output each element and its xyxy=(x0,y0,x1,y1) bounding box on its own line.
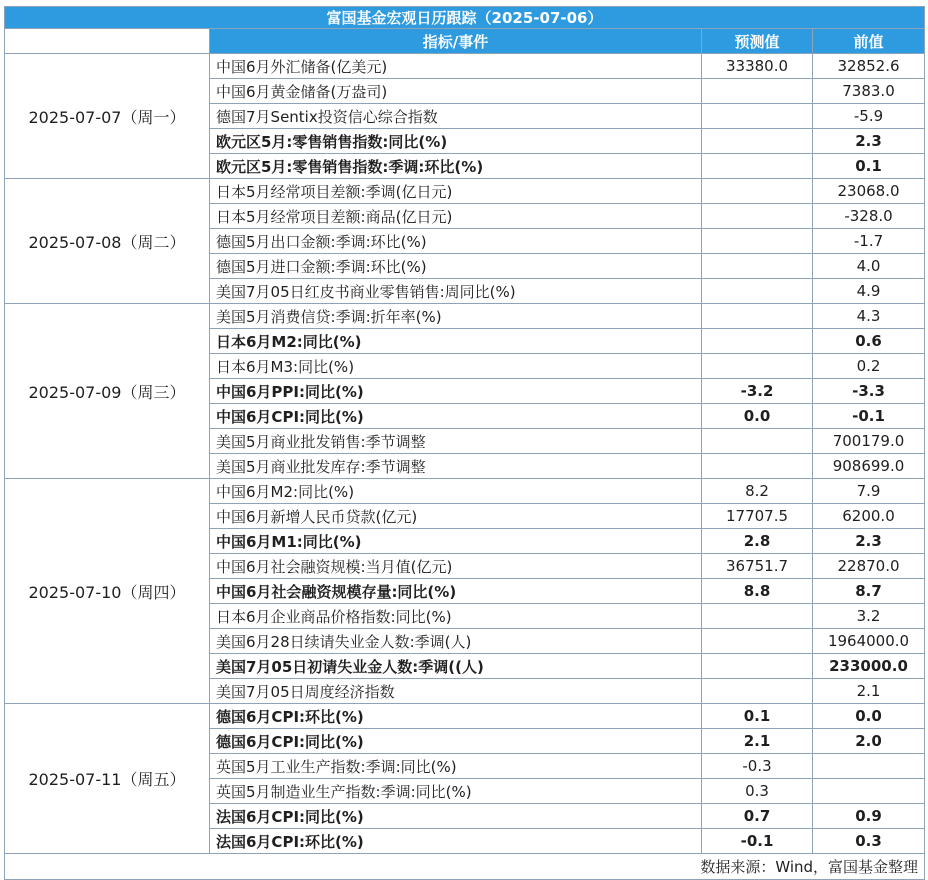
table-title: 富国基金宏观日历跟踪（2025-07-06） xyxy=(5,7,925,29)
data-source-note: 数据来源：Wind，富国基金整理 xyxy=(5,854,925,880)
header-event: 指标/事件 xyxy=(210,29,702,54)
source-row xyxy=(5,854,925,880)
event-cell: 英国5月制造业生产指数:季调:同比(%) xyxy=(210,779,702,804)
event-cell: 中国6月社会融资规模存量:同比(%) xyxy=(210,579,702,604)
forecast-cell xyxy=(702,604,813,629)
forecast-cell: -3.2 xyxy=(702,379,813,404)
title-row xyxy=(5,7,925,29)
previous-cell: 32852.6 xyxy=(813,54,925,79)
event-cell: 日本6月M3:同比(%) xyxy=(210,354,702,379)
date-cell: 2025-07-09（周三） xyxy=(5,304,210,479)
macro-calendar-table xyxy=(4,6,925,880)
event-cell: 日本5月经常项目差额:季调(亿日元) xyxy=(210,179,702,204)
event-cell: 美国7月05日红皮书商业零售销售:周同比(%) xyxy=(210,279,702,304)
previous-cell: -0.1 xyxy=(813,404,925,429)
event-cell: 欧元区5月:零售销售指数:同比(%) xyxy=(210,129,702,154)
previous-cell xyxy=(813,754,925,779)
previous-cell: 0.3 xyxy=(813,829,925,854)
forecast-cell: 0.3 xyxy=(702,779,813,804)
table-row xyxy=(5,179,925,204)
event-cell: 德国7月Sentix投资信心综合指数 xyxy=(210,104,702,129)
date-cell: 2025-07-10（周四） xyxy=(5,479,210,704)
previous-cell: 2.0 xyxy=(813,729,925,754)
previous-cell: 0.0 xyxy=(813,704,925,729)
forecast-cell: 2.1 xyxy=(702,729,813,754)
date-cell: 2025-07-08（周二） xyxy=(5,179,210,304)
previous-cell: 0.2 xyxy=(813,354,925,379)
forecast-cell: 36751.7 xyxy=(702,554,813,579)
event-cell: 法国6月CPI:同比(%) xyxy=(210,804,702,829)
event-cell: 中国6月CPI:同比(%) xyxy=(210,404,702,429)
table-row xyxy=(5,479,925,504)
forecast-cell: -0.3 xyxy=(702,754,813,779)
forecast-cell xyxy=(702,329,813,354)
event-cell: 法国6月CPI:环比(%) xyxy=(210,829,702,854)
event-cell: 英国5月工业生产指数:季调:同比(%) xyxy=(210,754,702,779)
previous-cell: 0.6 xyxy=(813,329,925,354)
forecast-cell xyxy=(702,104,813,129)
previous-cell: -328.0 xyxy=(813,204,925,229)
header-row xyxy=(5,29,925,54)
forecast-cell: 0.7 xyxy=(702,804,813,829)
previous-cell: 8.7 xyxy=(813,579,925,604)
event-cell: 美国7月05日周度经济指数 xyxy=(210,679,702,704)
forecast-cell: 33380.0 xyxy=(702,54,813,79)
previous-cell: 700179.0 xyxy=(813,429,925,454)
previous-cell: 1964000.0 xyxy=(813,629,925,654)
date-cell: 2025-07-07（周一） xyxy=(5,54,210,179)
forecast-cell: 8.2 xyxy=(702,479,813,504)
event-cell: 中国6月PPI:同比(%) xyxy=(210,379,702,404)
previous-cell: 4.3 xyxy=(813,304,925,329)
event-cell: 美国7月05日初请失业金人数:季调((人) xyxy=(210,654,702,679)
event-cell: 日本6月M2:同比(%) xyxy=(210,329,702,354)
forecast-cell xyxy=(702,204,813,229)
event-cell: 德国5月出口金额:季调:环比(%) xyxy=(210,229,702,254)
event-cell: 中国6月黄金储备(万盎司) xyxy=(210,79,702,104)
forecast-cell xyxy=(702,254,813,279)
previous-cell: -3.3 xyxy=(813,379,925,404)
header-date-empty xyxy=(5,29,210,54)
event-cell: 中国6月M2:同比(%) xyxy=(210,479,702,504)
event-cell: 中国6月M1:同比(%) xyxy=(210,529,702,554)
forecast-cell xyxy=(702,179,813,204)
forecast-cell xyxy=(702,154,813,179)
previous-cell: 7383.0 xyxy=(813,79,925,104)
forecast-cell xyxy=(702,79,813,104)
event-cell: 中国6月新增人民币贷款(亿元) xyxy=(210,504,702,529)
event-cell: 日本6月企业商品价格指数:同比(%) xyxy=(210,604,702,629)
previous-cell: 2.3 xyxy=(813,129,925,154)
calendar-container xyxy=(4,6,924,880)
previous-cell: -5.9 xyxy=(813,104,925,129)
forecast-cell: 0.1 xyxy=(702,704,813,729)
forecast-cell xyxy=(702,304,813,329)
event-cell: 德国6月CPI:环比(%) xyxy=(210,704,702,729)
forecast-cell xyxy=(702,629,813,654)
previous-cell: 22870.0 xyxy=(813,554,925,579)
previous-cell: 0.1 xyxy=(813,154,925,179)
forecast-cell xyxy=(702,429,813,454)
previous-cell: 23068.0 xyxy=(813,179,925,204)
header-forecast: 预测值 xyxy=(702,29,813,54)
previous-cell: 3.2 xyxy=(813,604,925,629)
forecast-cell xyxy=(702,679,813,704)
forecast-cell: 8.8 xyxy=(702,579,813,604)
table-row xyxy=(5,704,925,729)
previous-cell: 7.9 xyxy=(813,479,925,504)
table-row xyxy=(5,54,925,79)
header-previous: 前值 xyxy=(813,29,925,54)
date-cell: 2025-07-11（周五） xyxy=(5,704,210,854)
previous-cell: 4.9 xyxy=(813,279,925,304)
previous-cell: 2.3 xyxy=(813,529,925,554)
forecast-cell xyxy=(702,654,813,679)
forecast-cell xyxy=(702,454,813,479)
event-cell: 美国5月商业批发库存:季节调整 xyxy=(210,454,702,479)
previous-cell: 908699.0 xyxy=(813,454,925,479)
forecast-cell xyxy=(702,229,813,254)
event-cell: 美国5月商业批发销售:季节调整 xyxy=(210,429,702,454)
event-cell: 中国6月外汇储备(亿美元) xyxy=(210,54,702,79)
forecast-cell: 17707.5 xyxy=(702,504,813,529)
previous-cell: 233000.0 xyxy=(813,654,925,679)
table-row xyxy=(5,304,925,329)
table-body xyxy=(5,54,925,854)
event-cell: 美国6月28日续请失业金人数:季调(人) xyxy=(210,629,702,654)
previous-cell: 4.0 xyxy=(813,254,925,279)
event-cell: 德国6月CPI:同比(%) xyxy=(210,729,702,754)
forecast-cell: -0.1 xyxy=(702,829,813,854)
previous-cell: 2.1 xyxy=(813,679,925,704)
forecast-cell xyxy=(702,279,813,304)
event-cell: 美国5月消费信贷:季调:折年率(%) xyxy=(210,304,702,329)
event-cell: 中国6月社会融资规模:当月值(亿元) xyxy=(210,554,702,579)
previous-cell xyxy=(813,779,925,804)
previous-cell: 6200.0 xyxy=(813,504,925,529)
event-cell: 欧元区5月:零售销售指数:季调:环比(%) xyxy=(210,154,702,179)
previous-cell: -1.7 xyxy=(813,229,925,254)
forecast-cell: 2.8 xyxy=(702,529,813,554)
forecast-cell xyxy=(702,354,813,379)
forecast-cell xyxy=(702,129,813,154)
event-cell: 德国5月进口金额:季调:环比(%) xyxy=(210,254,702,279)
forecast-cell: 0.0 xyxy=(702,404,813,429)
event-cell: 日本5月经常项目差额:商品(亿日元) xyxy=(210,204,702,229)
previous-cell: 0.9 xyxy=(813,804,925,829)
